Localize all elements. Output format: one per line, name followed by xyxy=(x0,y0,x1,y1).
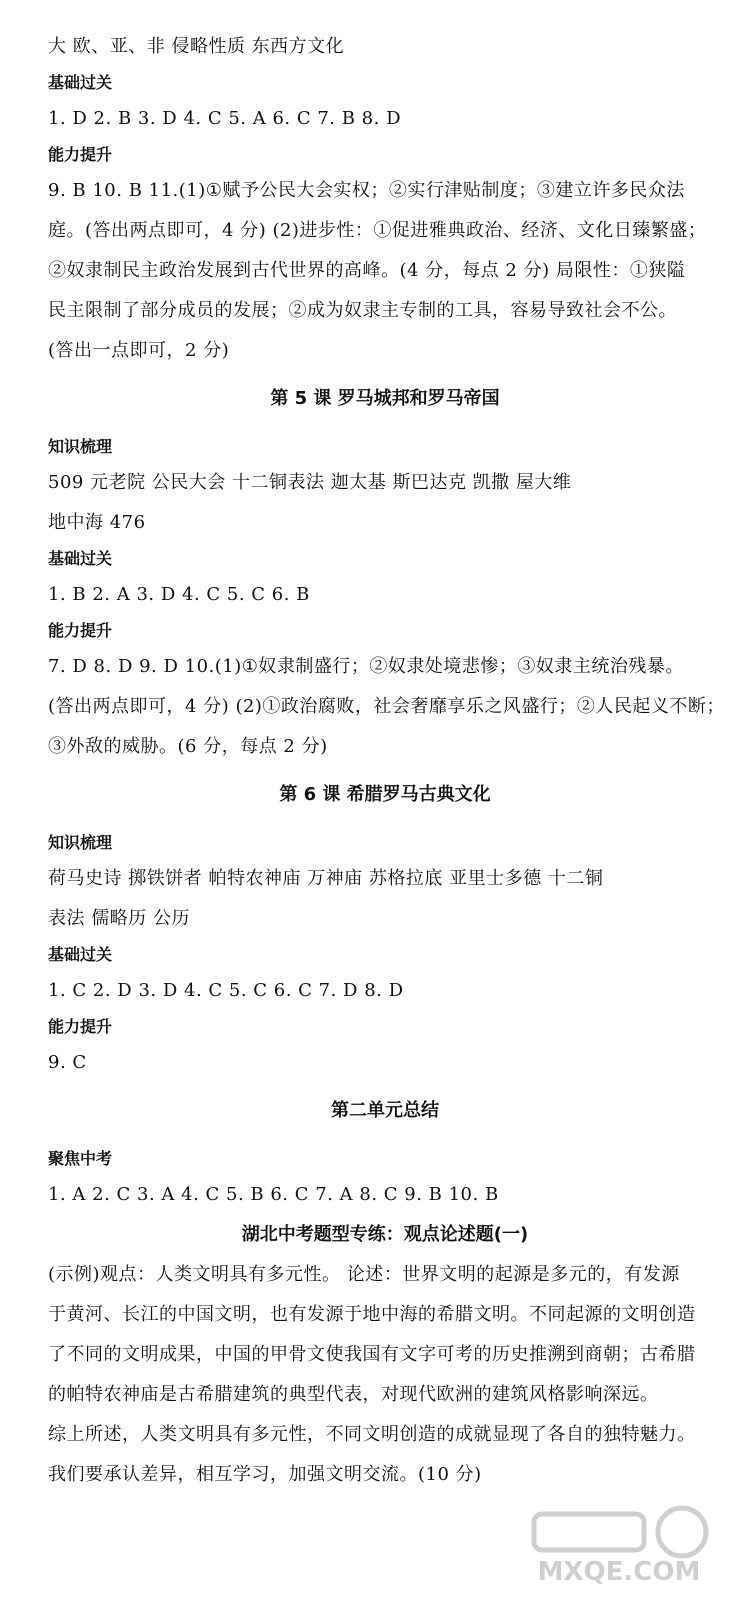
essay-line: 综上所述，人类文明具有多元性，不同文明创造的成就显现了各自的独特魅力。 xyxy=(48,1424,696,1445)
section-label: 基础过关 xyxy=(48,73,113,92)
svg-text:MXQE.COM: MXQE.COM xyxy=(537,1557,701,1587)
answer-line: 9. C xyxy=(48,1052,87,1073)
answer-line: 1. B 2. A 3. D 4. C 5. C 6. B xyxy=(48,584,310,605)
answer-line: ③外敌的威胁。(6 分，每点 2 分) xyxy=(48,736,328,757)
text-line: 地中海 476 xyxy=(48,512,146,533)
answer-line: (答出一点即可，2 分) xyxy=(48,340,230,361)
section-label: 知识梳理 xyxy=(48,833,113,852)
lesson-title: 第 6 课 希腊罗马古典文化 xyxy=(279,784,491,805)
section-label: 基础过关 xyxy=(48,549,113,568)
essay-line: 于黄河、长江的中国文明，也有发源于地中海的希腊文明。不同起源的文明创造 xyxy=(48,1304,696,1325)
practice-title: 湖北中考题型专练：观点论述题(一) xyxy=(241,1224,529,1245)
essay-line: 的帕特农神庙是古希腊建筑的典型代表，对现代欧洲的建筑风格影响深远。 xyxy=(48,1384,659,1405)
section-label: 能力提升 xyxy=(48,1017,113,1036)
unit-title: 第二单元总结 xyxy=(331,1100,439,1121)
answer-line: 1. D 2. B 3. D 4. C 5. A 6. C 7. B 8. D xyxy=(48,108,402,129)
essay-line: 了不同的文明成果，中国的甲骨文使我国有文字可考的历史推溯到商朝；古希腊 xyxy=(48,1344,696,1365)
answer-line: 1. A 2. C 3. A 4. C 5. B 6. C 7. A 8. C 9. B 10. B xyxy=(48,1184,499,1205)
lesson-title: 第 5 课 罗马城邦和罗马帝国 xyxy=(270,388,500,409)
section-label: 能力提升 xyxy=(48,145,113,164)
answer-line: 民主限制了部分成员的发展；②成为奴隶主专制的工具，容易导致社会不公。 xyxy=(48,300,677,321)
answer-line: (答出两点即可，4 分) (2)①政治腐败，社会奢靡享乐之风盛行；②人民起义不断； xyxy=(48,696,725,717)
text-line: 表法 儒略历 公历 xyxy=(48,908,190,929)
watermark-logo xyxy=(514,1500,724,1590)
answer-line: ②奴隶制民主政治发展到古代世界的高峰。(4 分，每点 2 分) 局限性：①狭隘 xyxy=(48,260,686,281)
essay-line: 我们要承认差异，相互学习，加强文明交流。(10 分) xyxy=(48,1464,482,1485)
essay-line: (示例)观点：人类文明具有多元性。 论述：世界文明的起源是多元的，有发源 xyxy=(48,1264,680,1285)
text-line: 509 元老院 公民大会 十二铜表法 迦太基 斯巴达克 凯撒 屋大维 xyxy=(48,472,572,493)
answer-line: 7. D 8. D 9. D 10.(1)①奴隶制盛行；②奴隶处境悲惨；③奴隶主统治残暴。 xyxy=(48,656,684,677)
answer-line: 9. B 10. B 11.(1)①赋予公民大会实权；②实行津贴制度；③建立许多民众法 xyxy=(48,180,685,201)
section-label: 聚焦中考 xyxy=(48,1149,113,1168)
section-label: 基础过关 xyxy=(48,945,113,964)
answer-line: 1. C 2. D 3. D 4. C 5. C 6. C 7. D 8. D xyxy=(48,980,404,1001)
text-line: 大 欧、亚、非 侵略性质 东西方文化 xyxy=(48,36,345,57)
answer-line: 庭。(答出两点即可，4 分) (2)进步性：①促进雅典政治、经济、文化日臻繁盛； xyxy=(48,220,707,241)
section-label: 能力提升 xyxy=(48,621,113,640)
text-line: 荷马史诗 掷铁饼者 帕特农神庙 万神庙 苏格拉底 亚里士多德 十二铜 xyxy=(48,868,604,889)
section-label: 知识梳理 xyxy=(48,437,113,456)
